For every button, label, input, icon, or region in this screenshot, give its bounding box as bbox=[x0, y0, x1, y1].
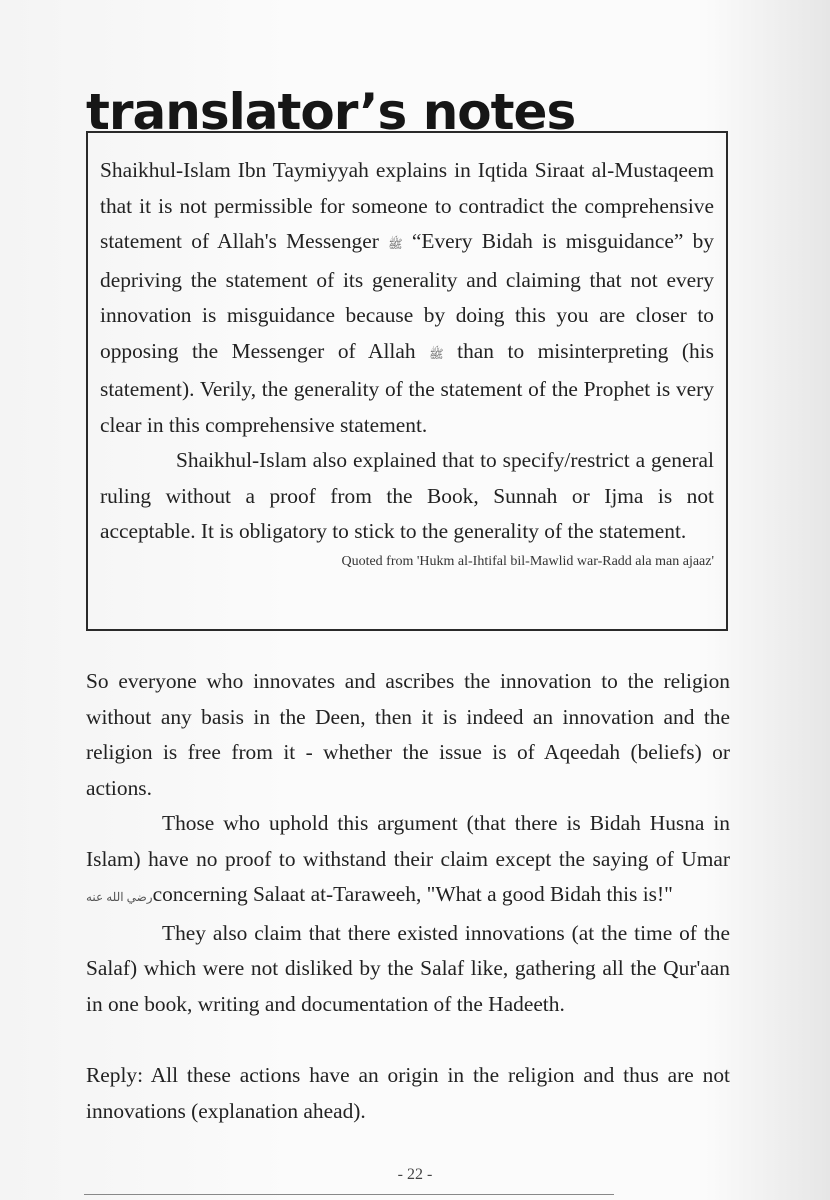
section-heading: translator’s notes bbox=[86, 83, 576, 141]
translators-note-box bbox=[86, 131, 728, 631]
body-paragraph-4: Reply: All these actions have an origin in the religion and thus are not innovations (explanation ahead). bbox=[86, 1063, 730, 1123]
body-text-part-2: concerning Salaat at-Taraweeh, "What a good Bidah this is!" bbox=[152, 882, 673, 906]
body-paragraph-2 bbox=[86, 806, 730, 916]
body-paragraph-3: They also claim that there existed innovations (at the time of the Salaf) which were not disliked by the Salaf like, gathering all the Qur'aan in one book, writing and documentation of the Hadeeth. bbox=[86, 920, 730, 1016]
note-text-part-2: “Every Bidah is misguidance” by depriving the statement of its generality and claiming that not every innovation is misguidance because by doing this you are closer to opposing the Messenger of Allah bbox=[100, 229, 714, 363]
page-number: - 22 - bbox=[397, 1166, 433, 1183]
salutation-symbol: ﷺ bbox=[429, 346, 444, 361]
note-paragraph-1 bbox=[100, 153, 714, 443]
source-citation: Quoted from 'Hukm al-Ihtifal bil-Mawlid war-Radd ala man ajaaz' bbox=[341, 553, 714, 569]
note-paragraph-2: Shaikhul-Islam also explained that to specify/restrict a general ruling without a proof from the Book, Sunnah or Ijma is not acceptable. It is obligatory to stick to the generality of the statement. bbox=[100, 448, 714, 543]
body-text-part-1: Those who uphold this argument (that there is Bidah Husna in Islam) have no proof to withstand their claim except the saying of Umar bbox=[86, 811, 730, 871]
body-paragraph-1: So everyone who innovates and ascribes the innovation to the religion without any basis in the Deen, then it is indeed an innovation and the religion is free from it - whether the issue is of Aqeedah (beliefs) or actions. bbox=[86, 669, 730, 800]
main-body-text bbox=[86, 664, 730, 1129]
honorific-symbol: رضي الله عنه bbox=[86, 890, 153, 904]
salutation-symbol: ﷺ bbox=[388, 237, 403, 251]
note-text-part-1: Shaikhul-Islam Ibn Taymiyyah explains in Iqtida Siraat al-Mustaqeem that it is not permissible for someone to contradict the comprehensive statement of Allah's Messenger bbox=[100, 158, 714, 253]
note-text-part-3: than to misinterpreting (his statement). Verily, the generality of the statement of the Prophet is very clear in this comprehensive statement. bbox=[100, 338, 714, 437]
footer-divider bbox=[84, 1194, 614, 1195]
